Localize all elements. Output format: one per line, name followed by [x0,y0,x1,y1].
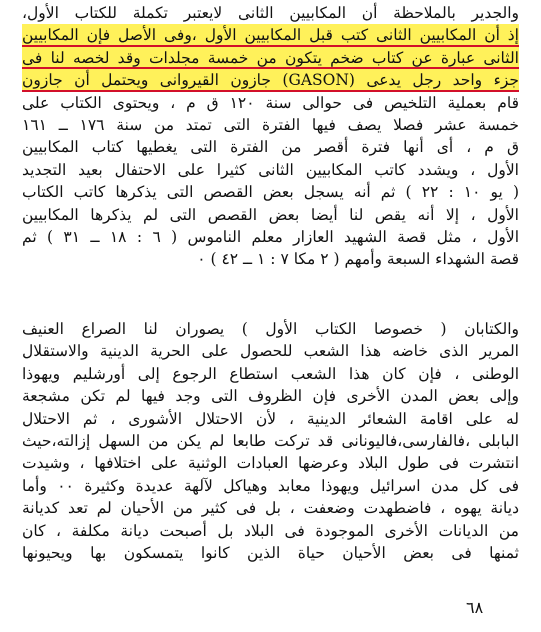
highlighted-text-line: الثانى عبارة عن كتاب ضخم يتكون من خمسة مجلدات وقد لخصه لنا فى [22,47,519,69]
text-line: خمسة عشر فصلا يصف فيها الفترة التى تمتد من سنة ١٧٦ ــ ١٦١ [22,115,519,134]
text-line: وإلى بعض المدن الأخرى فإن الظروف التى وجد فيها لم تكن مشجعة [22,387,519,406]
text-line: قصة الشهداء السبعة وأمهم ( ٢ مكا ٧ : ١ ــ ٤٢ ) ٠ [197,250,519,269]
text-line: قام بعملية التلخيص فى حوالى سنة ١٢٠ ق م ، ويحتوى الكتاب على [22,93,519,112]
text-line: الوطنى ، فإن كان هذا الشعب استطاع الرجوع إلى أورشليم ويهوذا [22,364,519,383]
text-line: الأول ، ويشدد كاتب المكابيين الثانى كثيرا على الاحتفال بعيد التجديد [22,160,519,179]
text-line: من الديانات الأخرى الموجودة فى البلاد بل أصبحت ديانة مكلفة ، كان [22,521,519,540]
text-line: ثمنها فى بعض الأحيان حياة الذين كانوا يتمسكون بها ويحيونها [22,543,519,562]
text-line: المرير الذى خاضه هذا الشعب للحصول على الحرية الدينية والاستقلال [22,342,519,361]
text-line: ق م ، أى أنها فترة أقصر من الفترة التى يغطيها كتاب المكابيين [22,138,519,157]
text-line: البابلى ،فالفارسى،فاليونانى قد تركت طابعا لم يكن من السهل إزالته،حيث [22,431,519,450]
text-line: والجدير بالملاحظة أن المكابيين الثانى لايعتبر تكملة للكتاب الأول، [22,4,519,22]
highlighted-text-line: جزء واحد رجل يدعى (GASON) جازون القيروانى ويحتمل أن جازون [22,69,519,91]
text-line: ديانة يهوه ، فاضطهدت وضعفت ، بل فى كثير من الأحيان لم تعد كديانة [22,499,519,518]
text-line: والكتابان ( خصوصا الكتاب الأول ) يصوران لنا الصراع العنيف [22,320,519,338]
highlighted-text-line: إذ أن المكابيين الثانى كتب قبل المكابيين الأول ،وفى الأصل فإن المكابيين [22,24,519,46]
paragraph-1 [22,2,519,271]
text-line: فى كل مدن اسرائيل ويهوذا معابد وهياكل لآلهة عديدة وكثيرة ٠٠ وأما [22,476,519,495]
text-line: الأول ، إلا أنه يقص لنا أيضا بعض القصص التى لم يذكرها المكابيين [22,205,519,224]
text-line: الأول ، مثل قصة الشهيد العازار معلم الناموس ( ٦ : ١٨ ــ ٣١ ) ثم [22,227,519,246]
text-line: له على اقامة الشعائر الدينية ، لأن الاحتلال الأشورى ، ثم الاحتلال [22,409,519,428]
text-line: انتشرت فى طول البلاد وعرضها العبادات الوثنية على اختلافها ، وشيدت [22,454,519,473]
paragraph-2 [22,318,519,564]
page-number: ٦٨ [466,598,484,617]
text-line: ( يو ١٠ : ٢٢ ) ثم أنه يسجل بعض القصص التى يذكرها كاتب الكتاب [22,183,519,202]
